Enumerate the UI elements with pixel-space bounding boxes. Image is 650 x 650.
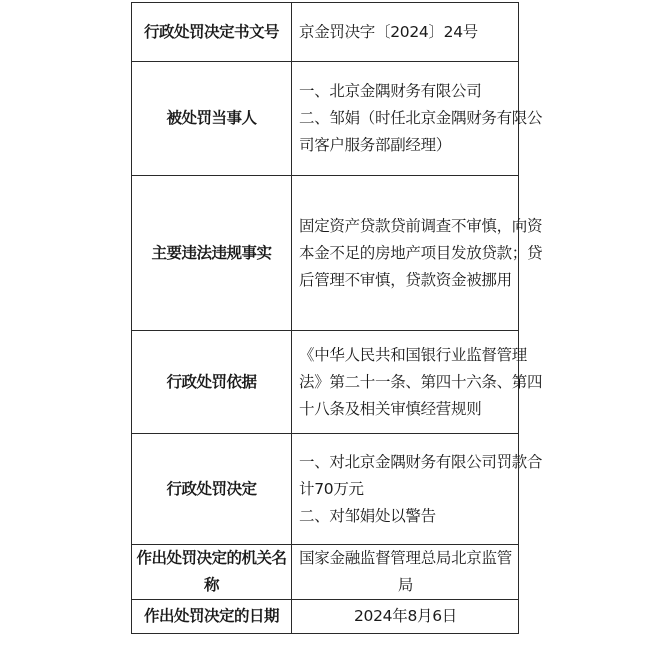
document-number-label: 行政处罚决定书文号 [132, 3, 292, 62]
penalty-basis-label: 行政处罚依据 [132, 331, 292, 434]
violation-facts-value [292, 176, 543, 331]
penalty-basis-line: 十八条及相关审慎经营规则 [299, 399, 482, 418]
deciding-authority-label: 作出处罚决定的机关名称 [132, 545, 292, 600]
row-penalized-party [132, 62, 519, 176]
row-violation-facts [132, 176, 519, 331]
document-number-value: 京金罚决字〔2024〕24号 [292, 3, 519, 62]
penalty-basis-value [292, 331, 543, 434]
penalty-decision-label: 行政处罚决定 [132, 434, 292, 545]
penalized-party-line: 司客户服务部副经理） [299, 136, 452, 154]
violation-facts-line: 本金不足的房地产项目发放贷款；贷 [299, 243, 543, 262]
decision-date-label: 作出处罚决定的日期 [132, 600, 292, 634]
penalty-info-table [131, 2, 543, 634]
row-penalty-decision [132, 434, 519, 545]
row-document-number [132, 3, 519, 62]
penalty-basis-line: 法》第二十一条、第四十六条、第四 [299, 372, 543, 391]
penalty-decision-value [292, 434, 543, 545]
violation-facts-label: 主要违法违规事实 [132, 176, 292, 331]
penalty-decision-line: 一、对北京金隅财务有限公司罚款合 [299, 452, 543, 471]
deciding-authority-value: 国家金融监督管理总局北京监管局 [292, 545, 519, 600]
penalty-decision-line: 计70万元 [299, 479, 364, 498]
row-deciding-authority [132, 545, 519, 600]
violation-facts-line: 固定资产贷款贷前调查不审慎，向资 [299, 216, 543, 235]
penalized-party-label: 被处罚当事人 [132, 62, 292, 176]
penalty-basis-line: 《中华人民共和国银行业监督管理 [299, 345, 528, 364]
penalized-party-value [292, 62, 543, 176]
penalized-party-line: 一、北京金隅财务有限公司 [299, 82, 482, 100]
penalty-decision-line: 二、对邹娟处以警告 [299, 506, 436, 525]
row-decision-date [132, 600, 519, 634]
violation-facts-line: 后管理不审慎，贷款资金被挪用 [299, 270, 512, 289]
decision-date-value: 2024年8月6日 [292, 600, 519, 634]
penalized-party-line: 二、邹娟（时任北京金隅财务有限公 [299, 109, 543, 127]
row-penalty-basis [132, 331, 519, 434]
